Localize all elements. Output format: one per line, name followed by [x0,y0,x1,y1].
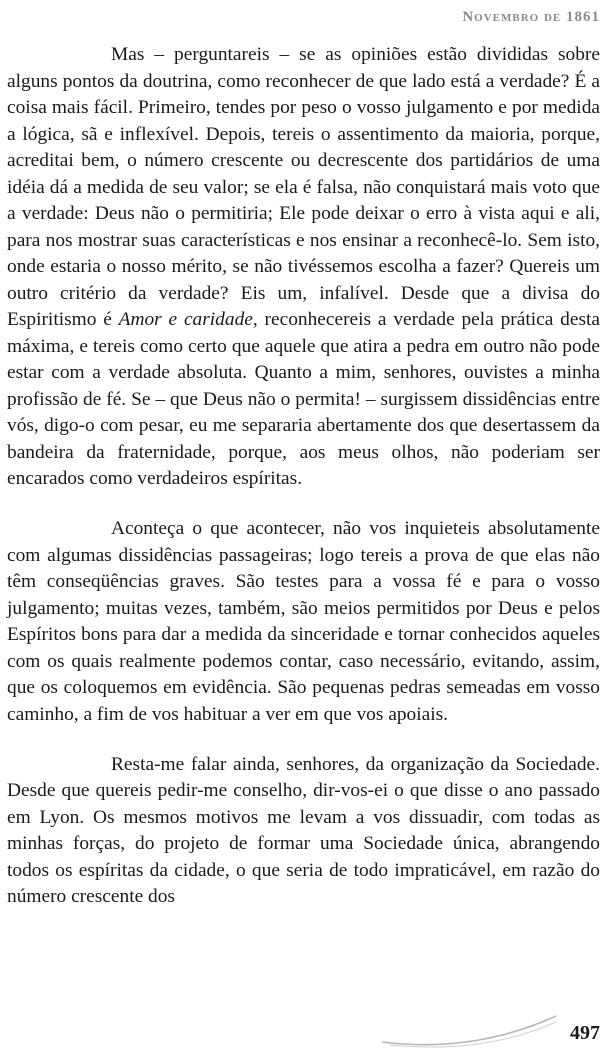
page-number: 497 [570,1022,600,1044]
paragraph-1-text-start: Mas – perguntareis – se as opiniões estão divididas sobre alguns pontos da doutrina, como reconhecer de que lado está a verdade? É a coisa mais fácil. Primeiro, tendes por peso o vosso julgamento e por medida a lógica, sã e inflexível. Depois, tereis o assentimento da maioria, porque, acreditai bem, o número crescente ou decrescente dos partidários de uma idéia dá a medida de seu valor; se ela é falsa, não conquistará mais voto que a verdade: Deus não o permitiria; Ele pode deixar o erro à vista aqui e ali, para nos mostrar suas características e nos ensinar a reconhecê-lo. Sem isto, onde estaria o nosso mérito, se não tivéssemos escolha a fazer? Quereis um outro critério da verdade? Eis um, infalível. Desde que a divisa do Espiritismo é [7,44,600,330]
running-header: Novembro de 1861 [462,9,600,25]
motto-emphasis: Amor e caridade [118,309,253,330]
paragraph-3: Resta-me falar ainda, senhores, da organização da Sociedade. Desde que quereis pedir-me conselho, dir-vos-ei o que disse o ano passado em Lyon. Os mesmos motivos me levam a vos dissuadir, com todas as minhas forças, do projeto de formar uma Sociedade única, abrangendo todos os espíritas da cidade, o que seria de todo impraticável, em razão do número crescente dos [7,753,600,907]
paragraph-2: Aconteça o que acontecer, não vos inquieteis absolutamente com algumas dissidências passageiras; logo tereis a prova de que elas não têm conseqüências graves. São testes para a vossa fé e para o vosso julgamento; muitas vezes, também, são meios permitidos por Deus e pelos Espíritos bons para dar a medida da sinceridade e tornar conhecidos aqueles com os quais realmente podemos contar, caso necessário, evitando, assim, que os coloquemos em evidência. São pequenas pedras semeadas em vosso caminho, a fim de vos habituar a ver em que vos apoiais. [7,518,600,725]
paragraph-1-text-end: , reconhecereis a verdade pela prática desta máxima, e tereis como certo que aquele que atira a pedra em outro não pode estar com a verdade absoluta. Quanto a mim, senhores, ouvistes a minha profissão de fé. Se – que Deus não o permita! – surgissem dissidências entre vós, digo-o com pesar, eu me separaria abertamente dos que desertassem da bandeira da fraternidade, porque, aos meus olhos, não poderiam ser encarados como verdadeiros espíritas. [7,309,600,489]
page-body [7,42,600,911]
footer-ornament [380,1012,560,1052]
paragraph-1 [7,42,600,493]
